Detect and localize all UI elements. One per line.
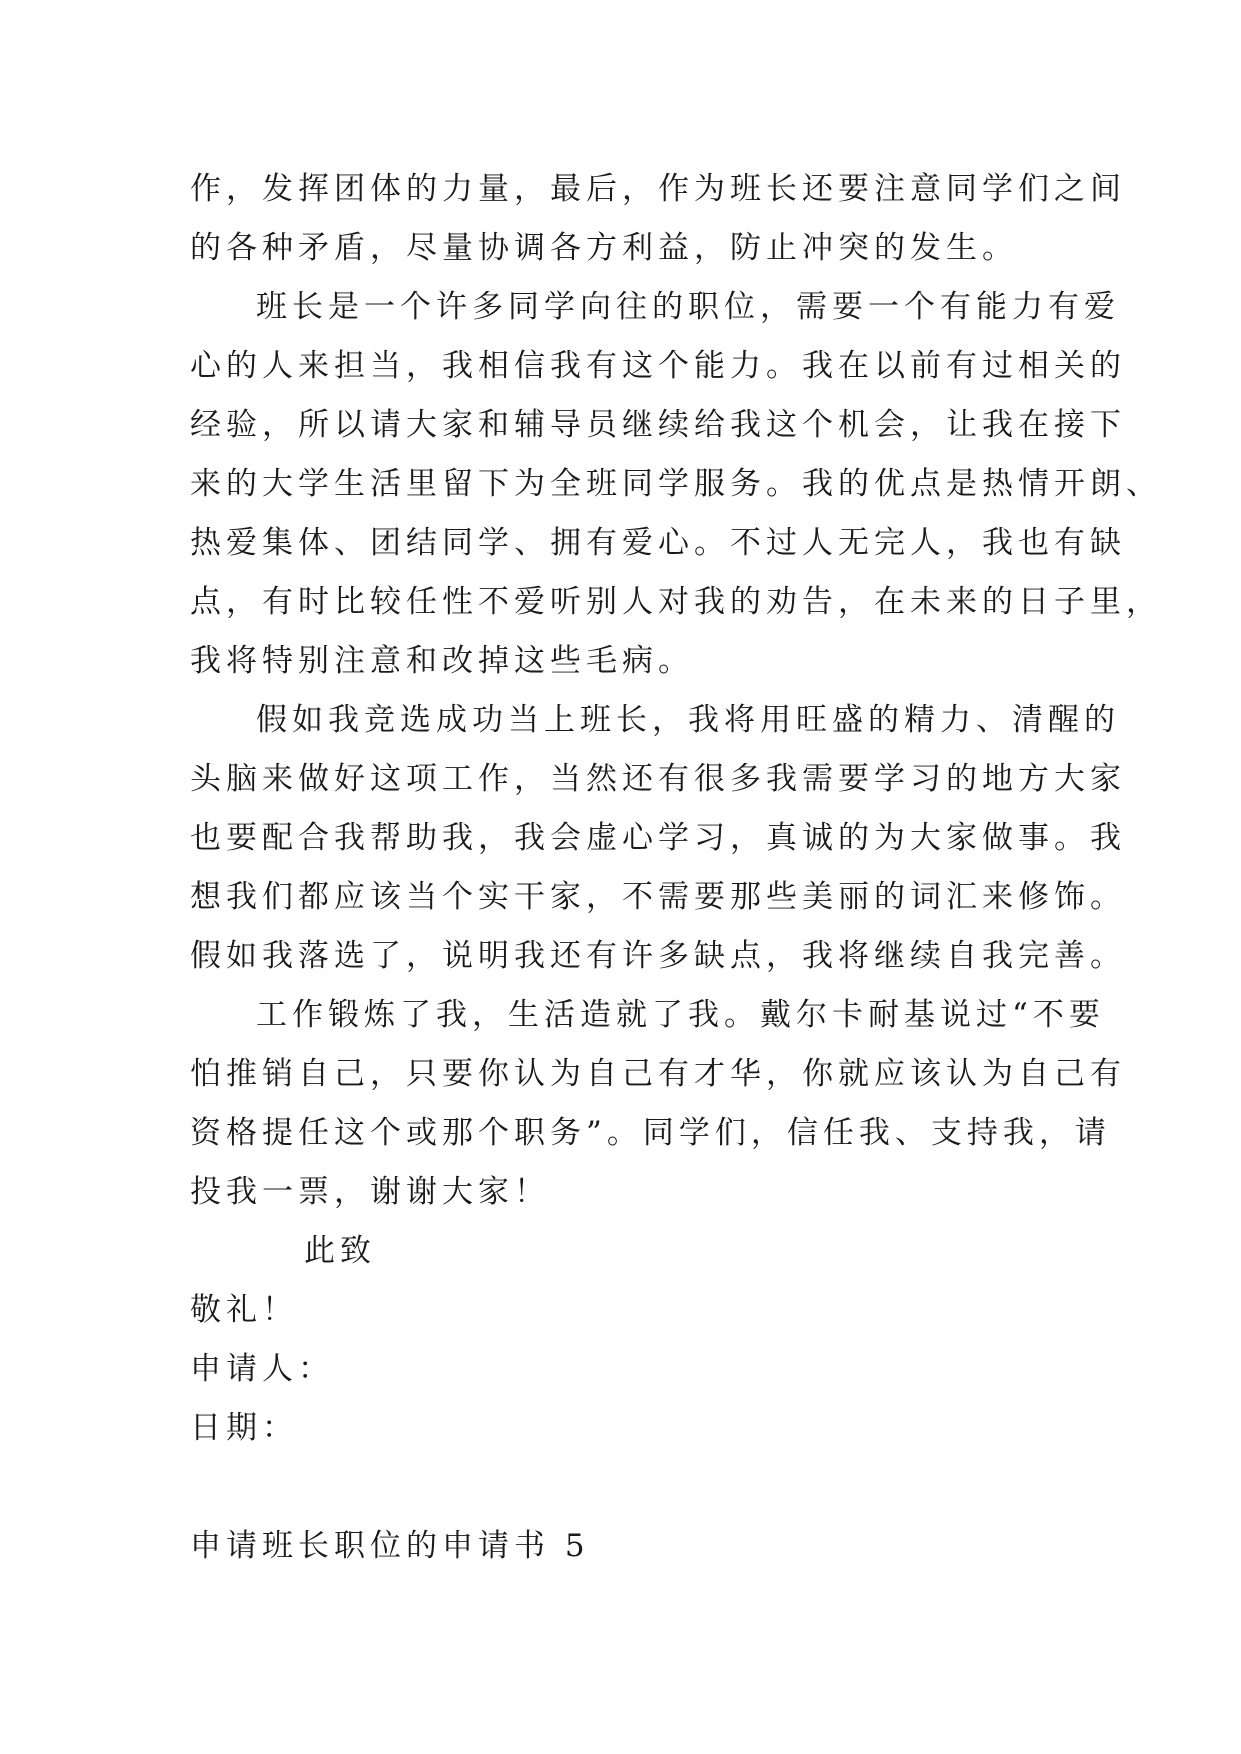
text-line: 假如我落选了，说明我还有许多缺点，我将继续自我完善。 xyxy=(190,938,1126,974)
text-line: 投我一票，谢谢大家！ xyxy=(190,1174,550,1210)
spacer xyxy=(190,1458,1070,1517)
text-line: 资格提任这个或那个职务”。同学们，信任我、支持我，请 xyxy=(190,1115,1111,1151)
text-line: 怕推销自己，只要你认为自己有才华，你就应该认为自己有 xyxy=(190,1056,1126,1092)
text-line: 假如我竞选成功当上班长，我将用旺盛的精力、清醒的 xyxy=(256,702,1120,738)
text-line: 热爱集体、团结同学、拥有爱心。不过人无完人，我也有缺 xyxy=(190,525,1126,561)
document-page xyxy=(190,160,1162,1576)
applicant-label: 申请人： xyxy=(190,1351,334,1387)
salutation: 此致 xyxy=(304,1233,376,1269)
text-line: 心的人来担当，我相信我有这个能力。我在以前有过相关的 xyxy=(190,348,1126,384)
paragraph-2 xyxy=(190,278,1162,691)
paragraph-1 xyxy=(190,160,1126,278)
text-line: 工作锻炼了我，生活造就了我。戴尔卡耐基说过“不要 xyxy=(256,997,1105,1033)
text-line: 也要配合我帮助我，我会虚心学习，真诚的为大家做事。我 xyxy=(190,820,1126,856)
text-line: 作，发挥团体的力量，最后，作为班长还要注意同学们之间 xyxy=(190,171,1126,207)
text-line: 班长是一个许多同学向往的职位，需要一个有能力有爱 xyxy=(256,289,1120,325)
text-line: 来的大学生活里留下为全班同学服务。我的优点是热情开朗、 xyxy=(190,466,1162,502)
date-label: 日期： xyxy=(190,1410,298,1446)
text-line: 头脑来做好这项工作，当然还有很多我需要学习的地方大家 xyxy=(190,761,1126,797)
text-line: 的各种矛盾，尽量协调各方利益，防止冲突的发生。 xyxy=(190,230,1018,266)
text-line: 点，有时比较任性不爱听别人对我的劝告，在未来的日子里， xyxy=(190,584,1162,620)
paragraph-3 xyxy=(190,691,1126,986)
paragraph-4 xyxy=(190,986,1126,1222)
text-line: 想我们都应该当个实干家，不需要那些美丽的词汇来修饰。 xyxy=(190,879,1126,915)
closing-block xyxy=(190,1222,1070,1458)
regards: 敬礼！ xyxy=(190,1292,298,1328)
text-line: 我将特别注意和改掉这些毛病。 xyxy=(190,643,694,679)
text-line: 经验，所以请大家和辅导员继续给我这个机会，让我在接下 xyxy=(190,407,1126,443)
next-section-title: 申请班长职位的申请书 5 xyxy=(190,1528,590,1564)
